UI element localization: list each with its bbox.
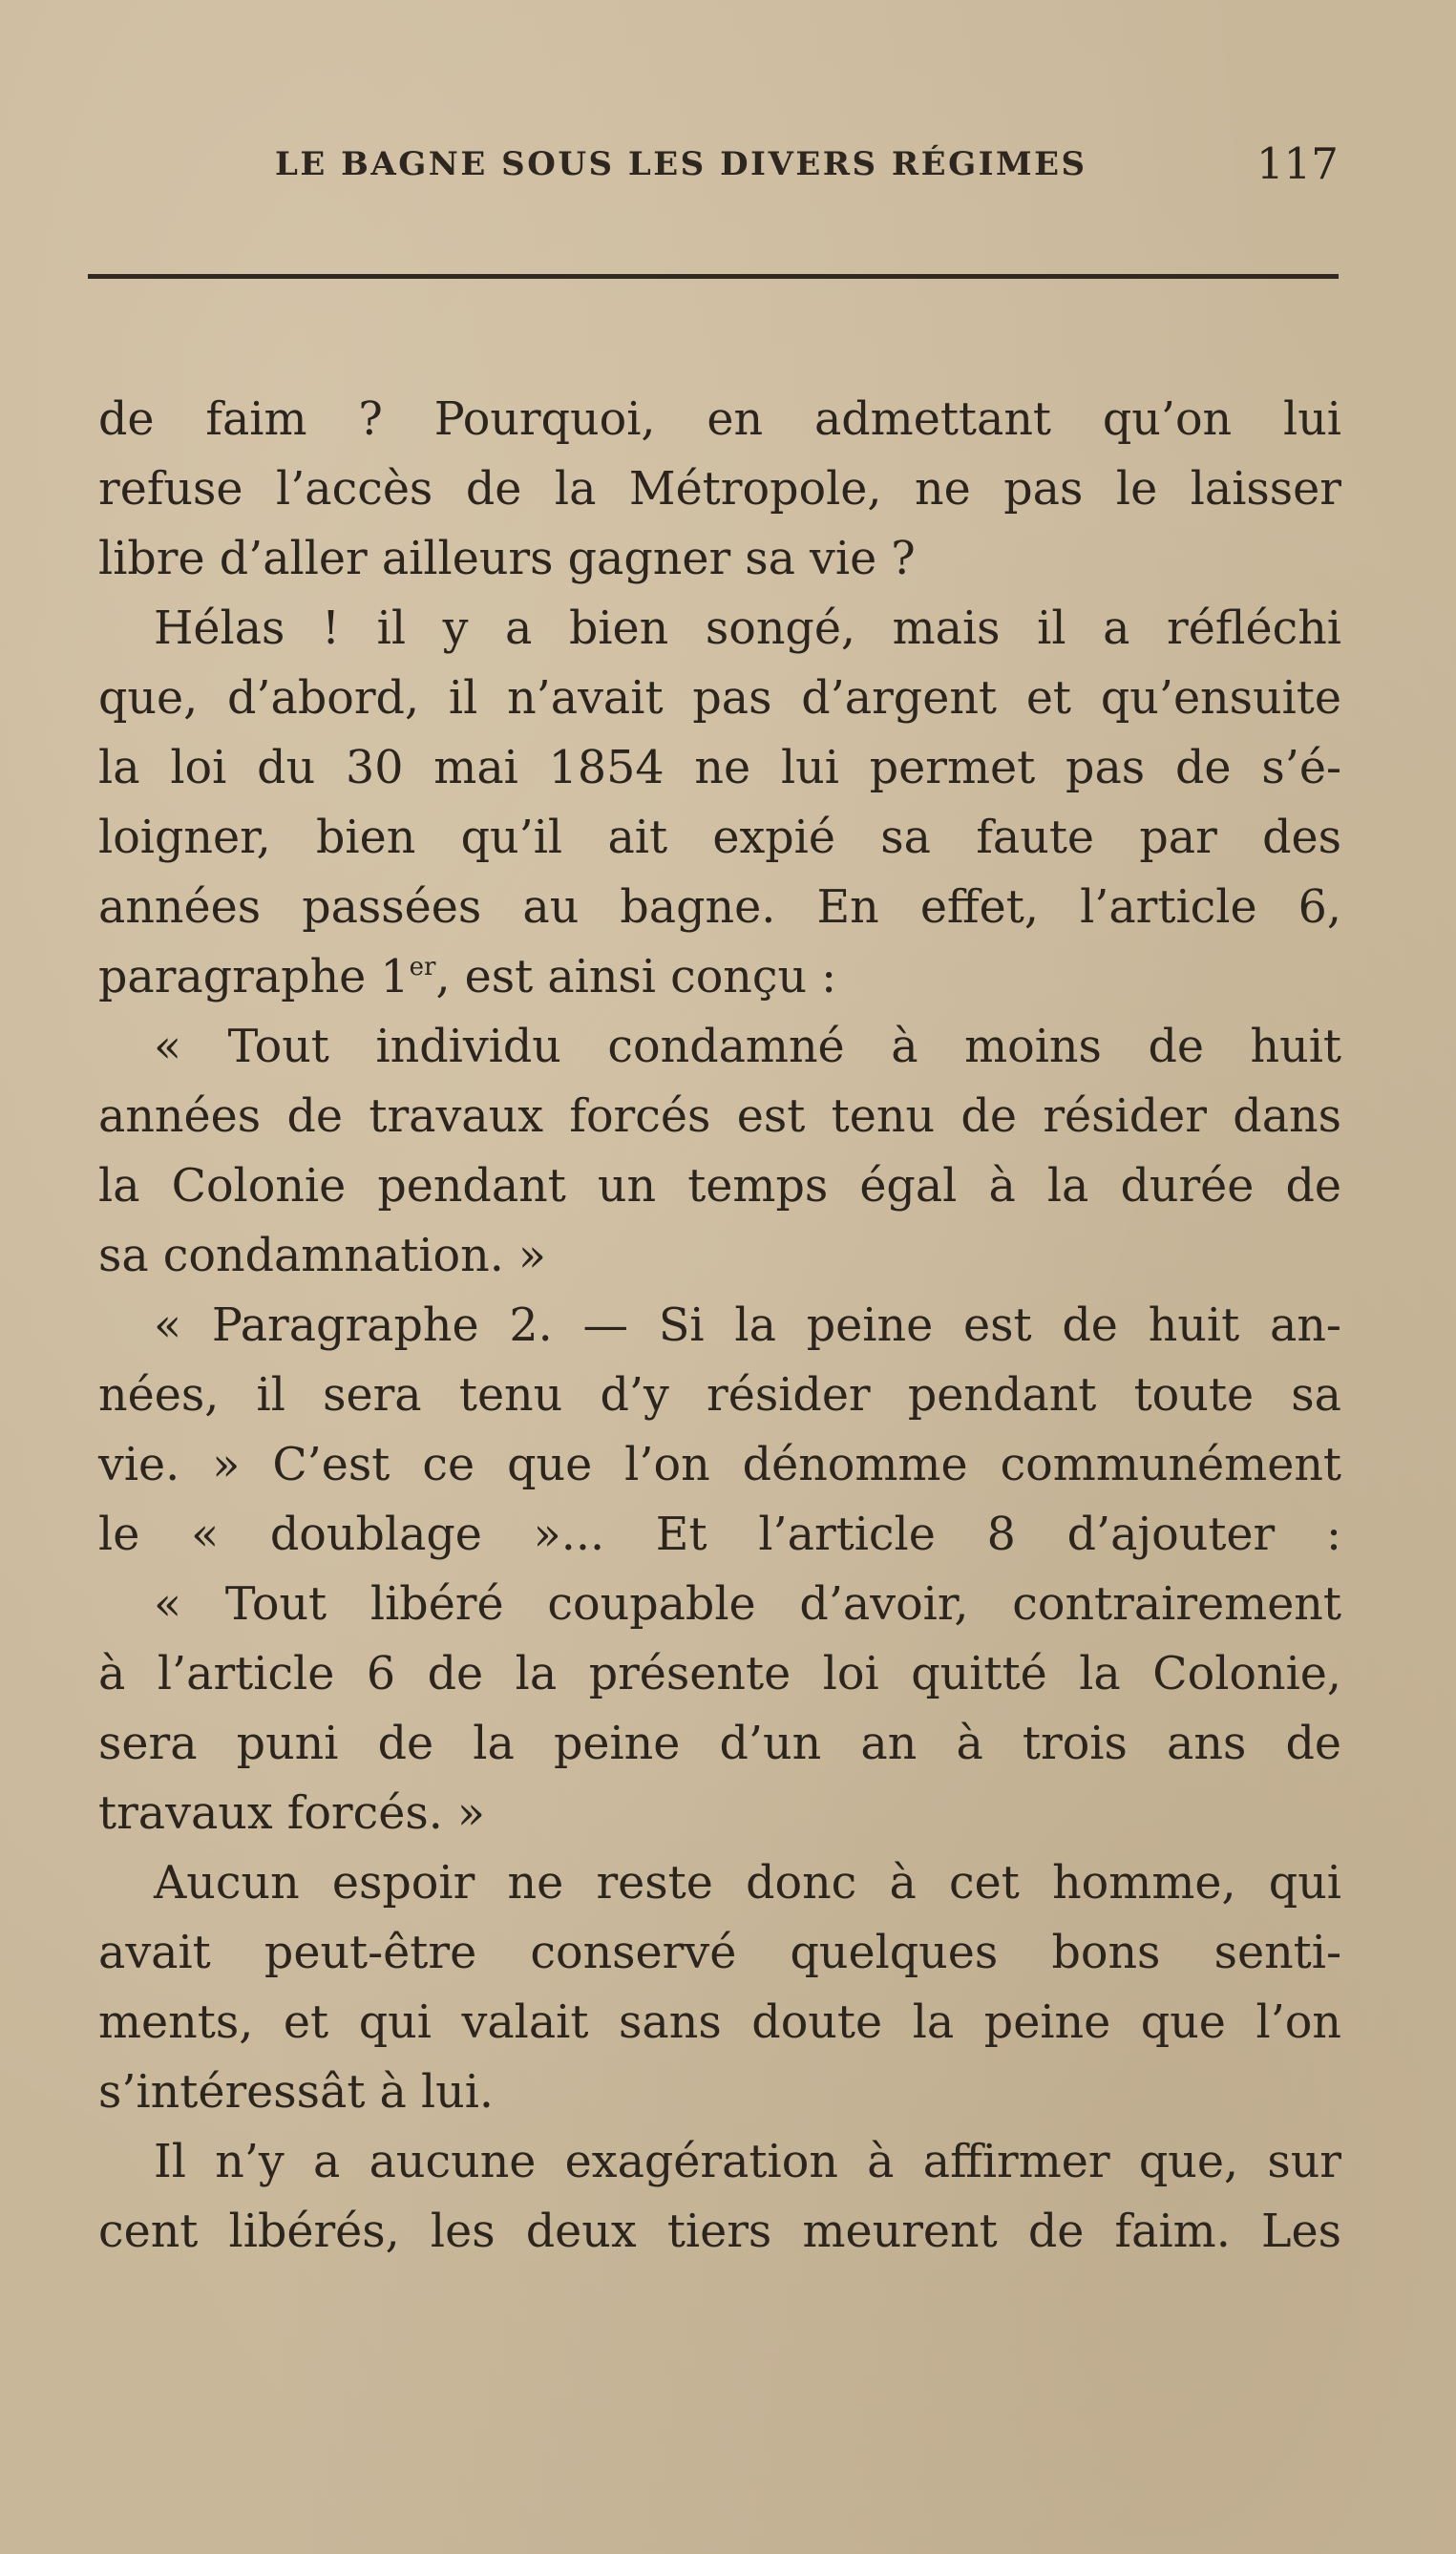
text-line: la loi du 30 mai 1854 ne lui permet pas de s’é- <box>98 742 1341 794</box>
text-line: refuse l’accès de la Métropole, ne pas le laisser <box>98 463 1341 516</box>
header-rule <box>88 274 1339 279</box>
text-line: avait peut-être conservé quelques bons senti- <box>98 1927 1341 1979</box>
text-line: sa condamnation. » <box>98 1230 546 1282</box>
text-line: Aucun espoir ne reste donc à cet homme, qui <box>154 1857 1341 1910</box>
text-line: années de travaux forcés est tenu de résider dans <box>98 1090 1341 1143</box>
text-line: la Colonie pendant un temps égal à la durée de <box>98 1160 1341 1213</box>
text-line: sera puni de la peine d’un an à trois ans de <box>98 1718 1341 1770</box>
text-line: Il n’y a aucune exagération à affirmer que, sur <box>154 2136 1341 2188</box>
running-title: LE BAGNE SOUS LES DIVERS RÉGIMES <box>275 145 1087 183</box>
text-line: « Tout libéré coupable d’avoir, contrairement <box>154 1578 1341 1631</box>
text-line: loigner, bien qu’il ait expié sa faute par des <box>98 812 1341 864</box>
text-line: le « doublage »... Et l’article 8 d’ajouter : <box>98 1509 1341 1561</box>
text-line: « Paragraphe 2. — Si la peine est de huit an- <box>154 1299 1341 1352</box>
text-line: s’intéressât à lui. <box>98 2066 495 2119</box>
text-line: vie. » C’est ce que l’on dénomme communément <box>98 1439 1341 1491</box>
text-line: nées, il sera tenu d’y résider pendant toute sa <box>98 1369 1341 1422</box>
text-line: libre d’aller ailleurs gagner sa vie ? <box>98 533 916 585</box>
text-line: ments, et qui valait sans doute la peine que l’on <box>98 1996 1341 2049</box>
text-line: travaux forcés. » <box>98 1787 485 1840</box>
text-line: Hélas ! il y a bien songé, mais il a réfléchi <box>154 602 1341 655</box>
text-line: que, d’abord, il n’avait pas d’argent et qu’ensuite <box>98 672 1341 725</box>
text-fragment: paragraphe 1 <box>98 951 410 1003</box>
text-line: « Tout individu condamné à moins de huit <box>154 1021 1341 1073</box>
ordinal-superscript: er <box>409 953 436 981</box>
text-line: à l’article 6 de la présente loi quitté la Colonie, <box>98 1648 1341 1700</box>
text-line: cent libérés, les deux tiers meurent de faim. Les <box>98 2206 1341 2258</box>
page-number: 117 <box>1256 138 1339 189</box>
body-text <box>98 385 1341 2267</box>
text-line: années passées au bagne. En effet, l’article 6, <box>98 881 1341 934</box>
text-line: de faim ? Pourquoi, en admettant qu’on lui <box>98 393 1341 446</box>
text-line <box>98 942 1341 1012</box>
text-fragment: , est ainsi conçu : <box>435 951 837 1003</box>
